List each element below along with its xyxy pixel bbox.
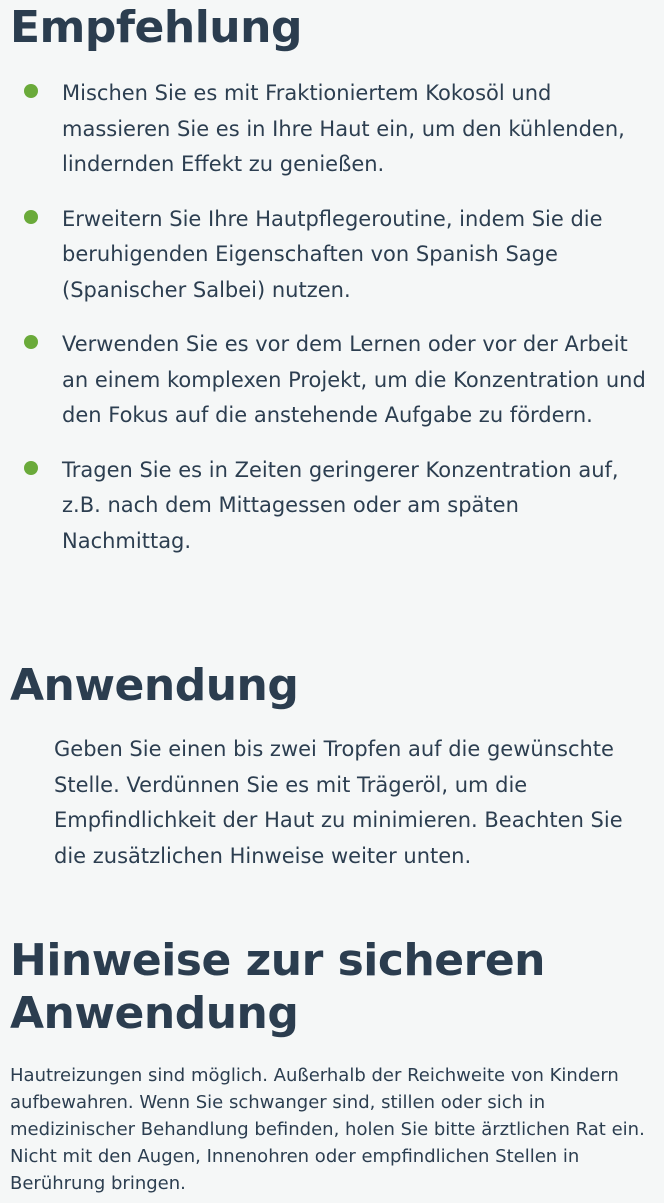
- bullet-dot-icon: [24, 461, 38, 475]
- list-item-text: Verwenden Sie es vor dem Lernen oder vor der Arbeit an einem komplexen Projekt, um die Konzentration und den Fokus auf die anstehende Aufgabe zu fördern.: [62, 332, 646, 427]
- empfehlung-list: [0, 76, 664, 578]
- hinweise-heading: Hinweise zur sicheren Anwendung: [10, 935, 545, 1039]
- list-item: [0, 453, 664, 560]
- list-item: [0, 202, 664, 309]
- anwendung-text: Geben Sie einen bis zwei Tropfen auf die gewünschte Stelle. Verdünnen Sie es mit Trägeröl, um die Empfindlichkeit der Haut zu minimieren. Beachten Sie die zusätzlichen Hinweise weiter unten.: [54, 737, 623, 868]
- bullet-dot-icon: [24, 84, 38, 98]
- list-item: [0, 76, 664, 183]
- list-item-text: Erweitern Sie Ihre Hautpflegeroutine, indem Sie die beruhigenden Eigenschaften von Spanish Sage (Spanischer Salbei) nutzen.: [62, 206, 603, 302]
- list-item: [0, 327, 664, 434]
- bullet-dot-icon: [24, 335, 38, 349]
- list-item-text: Tragen Sie es in Zeiten geringerer Konzentration auf, z.B. nach dem Mittagessen oder am späten Nachmittag.: [62, 457, 619, 553]
- bullet-dot-icon: [24, 210, 38, 224]
- anwendung-heading: Anwendung: [10, 660, 299, 711]
- list-item-text: Mischen Sie es mit Fraktioniertem Kokosöl und massieren Sie es in Ihre Haut ein, um den kühlenden, lindernden Effekt zu genießen.: [62, 81, 625, 176]
- empfehlung-heading: Empfehlung: [10, 2, 302, 53]
- hinweise-text: Hautreizungen sind möglich. Außerhalb der Reichweite von Kindern aufbewahren. Wenn Sie schwanger sind, stillen oder sich in medizinischer Behandlung befinden, holen Sie bitte ärztlichen Rat ein. Nicht mit den Augen, Innenohren oder empfindlichen Stellen in Berührung bringen.: [10, 1065, 645, 1194]
